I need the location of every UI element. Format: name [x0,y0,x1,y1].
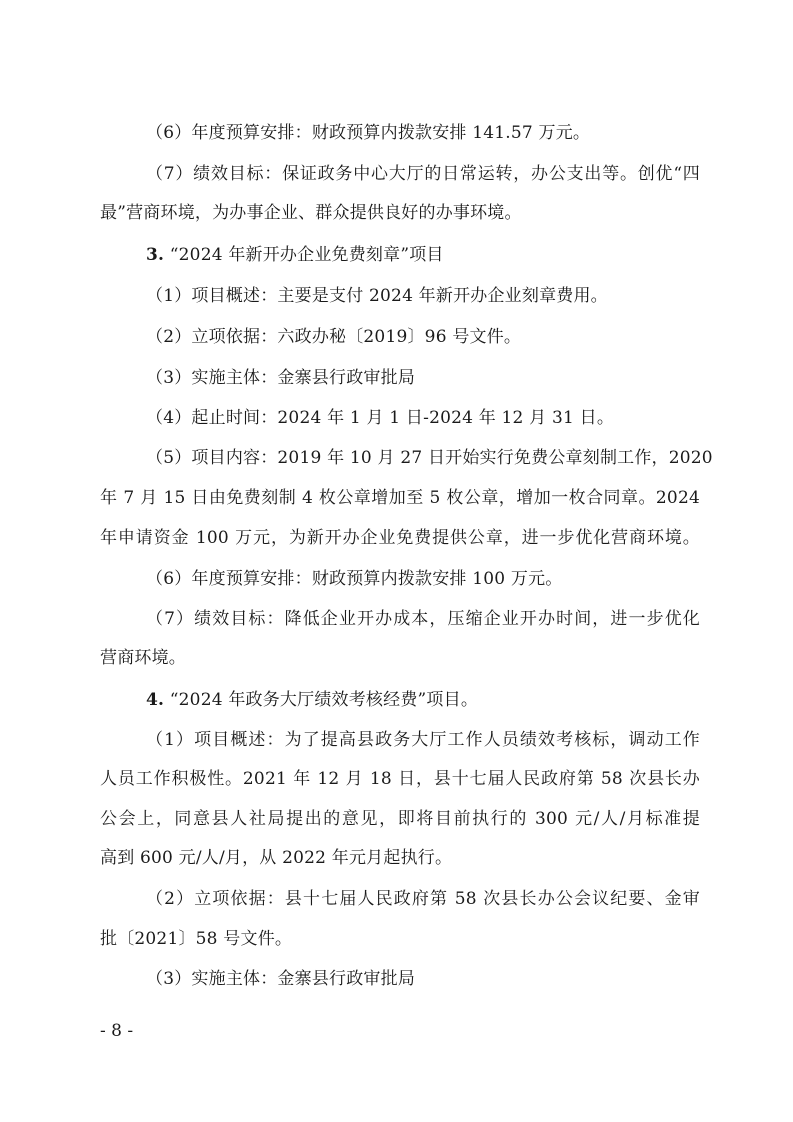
paragraph-line: （1）项目概述：为了提高县政务大厅工作人员绩效考核标，调动工作 [146,730,700,750]
paragraph-line: （6）年度预算安排：财政预算内拨款安排 100 万元。 [146,569,563,589]
section-title: “2024 年新开办企业免费刻章”项目 [169,245,444,265]
paragraph-line: 公会上，同意县人社局提出的意见，即将目前执行的 300 元/人/月标准提 [100,809,700,829]
page-number: - 8 - [100,1021,134,1041]
paragraph-line: （7）绩效目标：保证政务中心大厅的日常运转，办公支出等。创优“四 [146,164,700,184]
paragraph-line: 高到 600 元/人/月，从 2022 年元月起执行。 [100,848,453,868]
section-heading-3 [146,243,700,267]
paragraph-line: （3）实施主体：金寨县行政审批局 [146,969,416,989]
section-number: 4. [146,690,165,710]
paragraph-line: （2）立项依据：县十七届人民政府第 58 次县长办公会议纪要、金审 [146,889,700,909]
paragraph-line: 最”营商环境，为办事企业、群众提供良好的办事环境。 [100,203,522,223]
section-number: 3. [146,245,165,265]
section-heading-4 [146,688,700,712]
paragraph-line: 人员工作积极性。2021 年 12 月 18 日，县十七届人民政府第 58 次县长办 [100,769,700,789]
paragraph-line: 年 7 月 15 日由免费刻制 4 枚公章增加至 5 枚公章，增加一枚合同章。2024 [100,488,700,508]
paragraph-line: 年申请资金 100 万元，为新开办企业免费提供公章，进一步优化营商环境。 [100,528,700,548]
paragraph-line: （4）起止时间：2024 年 1 月 1 日-2024 年 12 月 31 日。 [146,408,615,428]
paragraph-line: （1）项目概述：主要是支付 2024 年新开办企业刻章费用。 [146,286,608,306]
paragraph-line: （5）项目内容：2019 年 10 月 27 日开始实行免费公章刻制工作，2020 [146,448,713,468]
section-title: “2024 年政务大厅绩效考核经费”项目。 [169,690,479,710]
paragraph-line: （7）绩效目标：降低企业开办成本，压缩企业开办时间，进一步优化 [146,609,700,629]
paragraph-line: （6）年度预算安排：财政预算内拨款安排 141.57 万元。 [146,123,591,143]
paragraph-line: 批〔2021〕58 号文件。 [100,929,293,949]
paragraph-line: 营商环境。 [100,648,186,668]
paragraph-line: （2）立项依据：六政办秘〔2019〕96 号文件。 [146,327,522,347]
paragraph-line: （3）实施主体：金寨县行政审批局 [146,368,416,388]
